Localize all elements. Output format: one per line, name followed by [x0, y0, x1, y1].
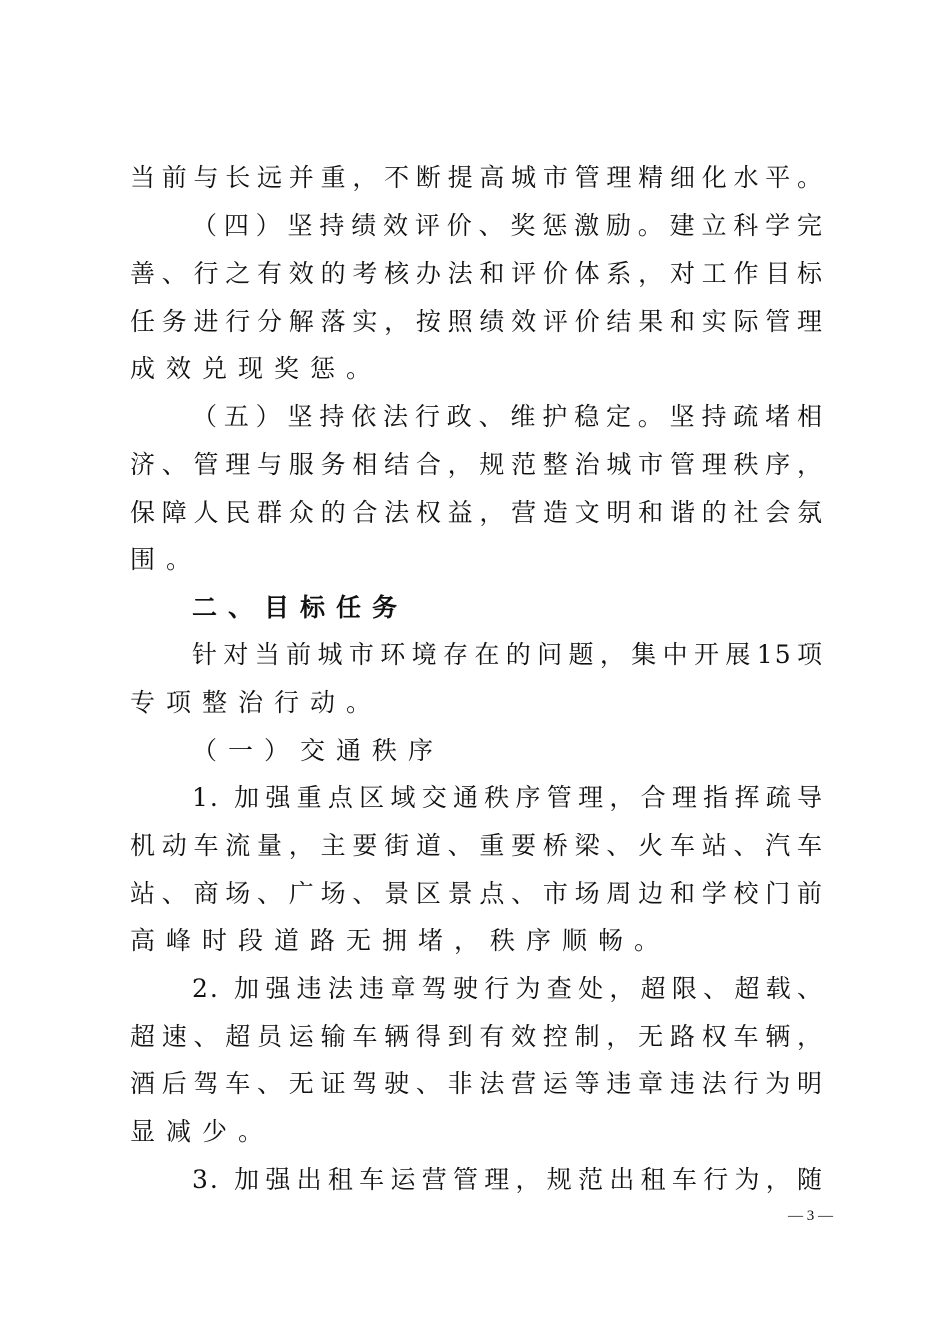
text-line: 2. 加强违法违章驾驶行为查处，超限、超载、	[192, 974, 824, 1003]
text-line: 超速、超员运输车辆得到有效控制，无路权车辆，	[130, 1022, 824, 1051]
text-line: 济、管理与服务相结合，规范整治城市管理秩序，	[130, 450, 824, 479]
text-line: 专项整治行动。	[130, 688, 383, 717]
text-line: 任务进行分解落实，按照绩效评价结果和实际管理	[130, 307, 824, 336]
text-line: 机动车流量，主要街道、重要桥梁、火车站、汽车	[130, 831, 824, 860]
text-line: （四）坚持绩效评价、奖惩激励。建立科学完	[192, 211, 824, 240]
text-line: 当前与长远并重，不断提高城市管理精细化水平。	[130, 163, 824, 192]
text-line: （五）坚持依法行政、维护稳定。坚持疏堵相	[192, 402, 824, 431]
text-line: 善、行之有效的考核办法和评价体系，对工作目标	[130, 259, 824, 288]
page-number: — 3 —	[788, 1208, 833, 1224]
text-line: 高峰时段道路无拥堵，秩序顺畅。	[130, 926, 671, 955]
text-line: 1. 加强重点区域交通秩序管理，合理指挥疏导	[192, 783, 824, 812]
text-line: 3. 加强出租车运营管理，规范出租车行为，随	[192, 1165, 824, 1194]
text-line: 酒后驾车、无证驾驶、非法营运等违章违法行为明	[130, 1069, 824, 1098]
text-line: 针对当前城市环境存在的问题，集中开展15项	[192, 640, 824, 669]
text-line: 围。	[130, 545, 203, 574]
text-line: 成效兑现奖惩。	[130, 354, 383, 383]
text-line: 保障人民群众的合法权益，营造文明和谐的社会氛	[130, 498, 824, 527]
text-line: 显减少。	[130, 1117, 275, 1146]
text-line: 站、商场、广场、景区景点、市场周边和学校门前	[130, 879, 824, 908]
section-heading: 二、目标任务	[192, 593, 409, 622]
subsection-heading: （一）交通秩序	[192, 736, 445, 765]
